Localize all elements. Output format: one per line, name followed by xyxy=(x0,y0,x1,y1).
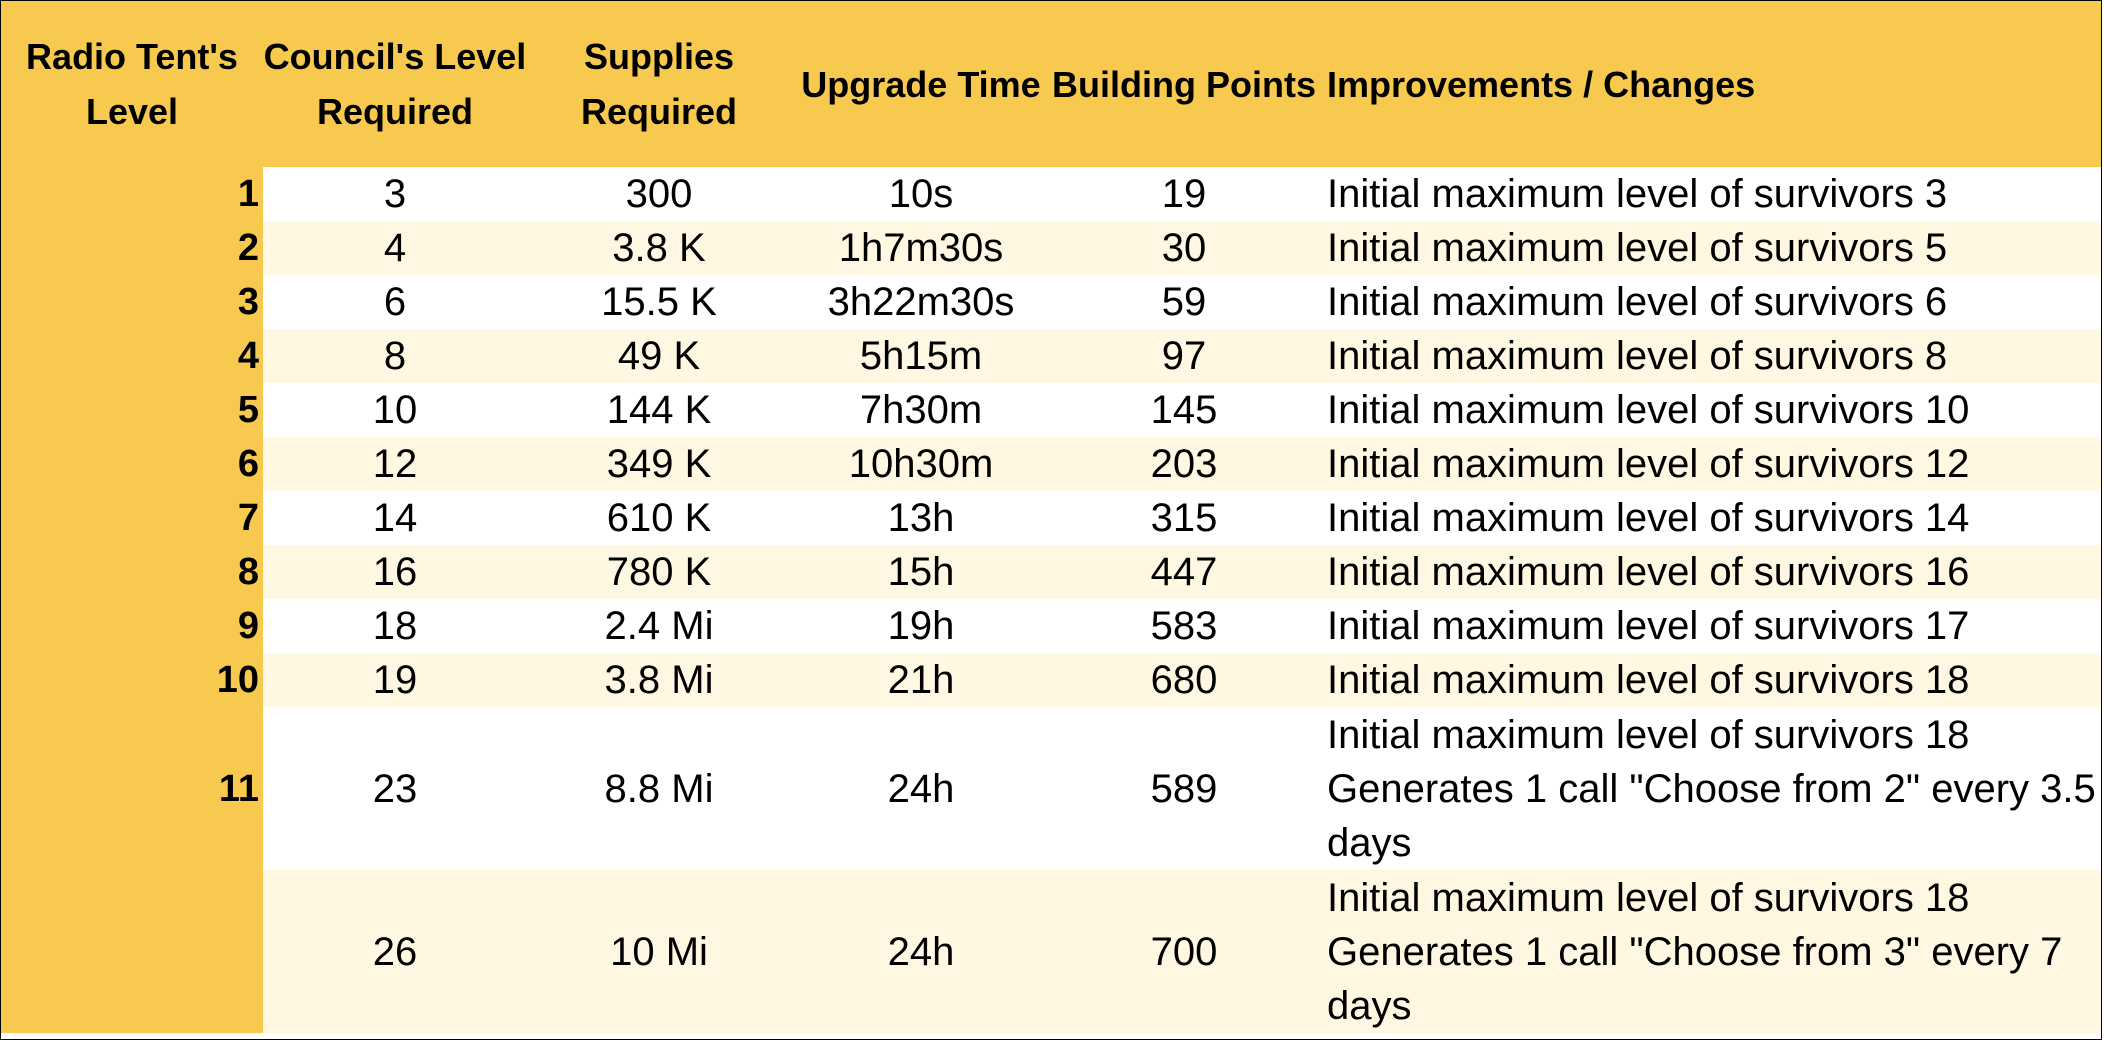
points-cell: 97 xyxy=(1051,329,1317,383)
level-cell: 4 xyxy=(1,329,263,383)
improvements-cell: Initial maximum level of survivors 5 xyxy=(1317,221,2101,275)
points-cell: 59 xyxy=(1051,275,1317,329)
table-row xyxy=(1,707,2101,870)
header-row xyxy=(1,1,2101,167)
points-cell: 315 xyxy=(1051,491,1317,545)
header-improvements: Improvements / Changes xyxy=(1317,1,2101,167)
points-cell: 680 xyxy=(1051,653,1317,707)
council-cell: 26 xyxy=(263,870,527,1033)
time-cell: 1h7m30s xyxy=(791,221,1051,275)
supplies-cell: 349 K xyxy=(527,437,791,491)
supplies-cell: 49 K xyxy=(527,329,791,383)
level-cell: 10 xyxy=(1,653,263,707)
council-cell: 14 xyxy=(263,491,527,545)
time-cell: 10s xyxy=(791,167,1051,221)
level-cell: 5 xyxy=(1,383,263,437)
council-cell: 23 xyxy=(263,707,527,870)
supplies-cell: 610 K xyxy=(527,491,791,545)
level-cell: 6 xyxy=(1,437,263,491)
time-cell: 3h22m30s xyxy=(791,275,1051,329)
council-cell: 10 xyxy=(263,383,527,437)
level-cell: 1 xyxy=(1,167,263,221)
points-cell: 583 xyxy=(1051,599,1317,653)
supplies-cell: 300 xyxy=(527,167,791,221)
supplies-cell: 144 K xyxy=(527,383,791,437)
improvements-cell: Initial maximum level of survivors 6 xyxy=(1317,275,2101,329)
table-row xyxy=(1,545,2101,599)
council-cell: 12 xyxy=(263,437,527,491)
time-cell: 13h xyxy=(791,491,1051,545)
level-cell: 8 xyxy=(1,545,263,599)
improvements-cell: Initial maximum level of survivors 17 xyxy=(1317,599,2101,653)
improvements-cell: Initial maximum level of survivors 14 xyxy=(1317,491,2101,545)
supplies-cell: 780 K xyxy=(527,545,791,599)
table-row xyxy=(1,599,2101,653)
table-row xyxy=(1,275,2101,329)
improvements-cell: Initial maximum level of survivors 18 Generates 1 call "Choose from 2" every 3.5 days xyxy=(1317,707,2101,870)
council-cell: 19 xyxy=(263,653,527,707)
time-cell: 19h xyxy=(791,599,1051,653)
table-row xyxy=(1,221,2101,275)
header-upgrade-time: Upgrade Time xyxy=(791,1,1051,167)
time-cell: 24h xyxy=(791,870,1051,1033)
improvements-cell: Initial maximum level of survivors 3 xyxy=(1317,167,2101,221)
points-cell: 145 xyxy=(1051,383,1317,437)
points-cell: 19 xyxy=(1051,167,1317,221)
supplies-cell: 8.8 Mi xyxy=(527,707,791,870)
improvements-cell: Initial maximum level of survivors 16 xyxy=(1317,545,2101,599)
time-cell: 7h30m xyxy=(791,383,1051,437)
header-level: Radio Tent's Level xyxy=(1,1,263,167)
header-building-points: Building Points xyxy=(1051,1,1317,167)
level-cell: 11 xyxy=(1,707,263,870)
points-cell: 700 xyxy=(1051,870,1317,1033)
improvements-cell: Initial maximum level of survivors 12 xyxy=(1317,437,2101,491)
points-cell: 30 xyxy=(1051,221,1317,275)
level-cell: 7 xyxy=(1,491,263,545)
improvements-cell: Initial maximum level of survivors 18 xyxy=(1317,653,2101,707)
improvements-cell: Initial maximum level of survivors 10 xyxy=(1317,383,2101,437)
points-cell: 203 xyxy=(1051,437,1317,491)
time-cell: 24h xyxy=(791,707,1051,870)
council-cell: 18 xyxy=(263,599,527,653)
level-cell xyxy=(1,870,263,1033)
improvements-cell: Initial maximum level of survivors 18 Generates 1 call "Choose from 3" every 7 days xyxy=(1317,870,2101,1033)
points-cell: 589 xyxy=(1051,707,1317,870)
table-row xyxy=(1,870,2101,1033)
supplies-cell: 10 Mi xyxy=(527,870,791,1033)
table-row xyxy=(1,167,2101,221)
level-cell: 2 xyxy=(1,221,263,275)
time-cell: 5h15m xyxy=(791,329,1051,383)
table-row xyxy=(1,491,2101,545)
header-council-level: Council's Level Required xyxy=(263,1,527,167)
time-cell: 10h30m xyxy=(791,437,1051,491)
supplies-cell: 3.8 K xyxy=(527,221,791,275)
time-cell: 21h xyxy=(791,653,1051,707)
table-row xyxy=(1,437,2101,491)
council-cell: 4 xyxy=(263,221,527,275)
header-supplies: Supplies Required xyxy=(527,1,791,167)
time-cell: 15h xyxy=(791,545,1051,599)
level-cell: 3 xyxy=(1,275,263,329)
council-cell: 16 xyxy=(263,545,527,599)
level-cell: 9 xyxy=(1,599,263,653)
supplies-cell: 15.5 K xyxy=(527,275,791,329)
supplies-cell: 2.4 Mi xyxy=(527,599,791,653)
table-row xyxy=(1,383,2101,437)
table-row xyxy=(1,653,2101,707)
points-cell: 447 xyxy=(1051,545,1317,599)
supplies-cell: 3.8 Mi xyxy=(527,653,791,707)
council-cell: 3 xyxy=(263,167,527,221)
radio-tent-levels-table xyxy=(1,1,2101,1033)
council-cell: 6 xyxy=(263,275,527,329)
table-row xyxy=(1,329,2101,383)
improvements-cell: Initial maximum level of survivors 8 xyxy=(1317,329,2101,383)
council-cell: 8 xyxy=(263,329,527,383)
